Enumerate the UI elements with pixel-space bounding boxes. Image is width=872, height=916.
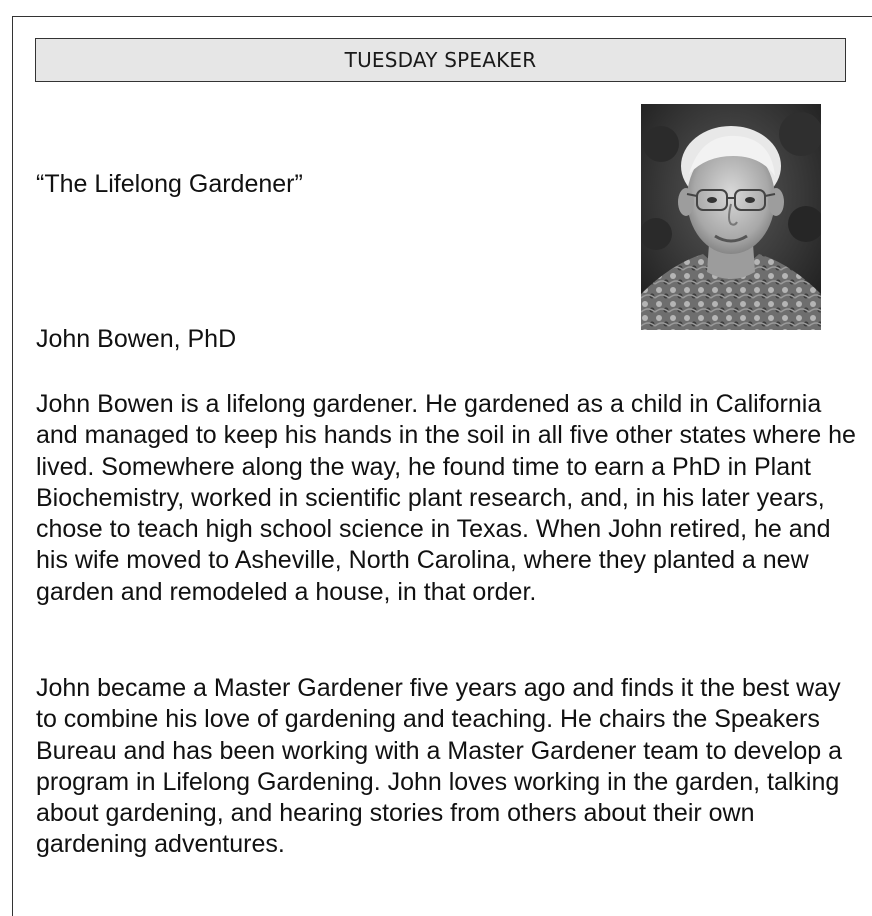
speaker-portrait-icon	[641, 104, 821, 330]
talk-title: “The Lifelong Gardener”	[36, 170, 303, 198]
speaker-name: John Bowen, PhD	[36, 325, 237, 353]
speaker-photo	[641, 104, 821, 330]
bio-paragraph-2: John became a Master Gardener five years ago and finds it the best way to combine his love of gardening and teaching. He chairs the Speakers Bureau and has been working with a Master Gardener team to develop a program in Lifelong Gardening. John loves working in the garden, talking about gardening, and hearing stories from others about their own gardening adventures.	[36, 674, 843, 859]
section-header	[35, 38, 846, 82]
section-header-title: TUESDAY SPEAKER	[344, 48, 537, 72]
bio-paragraph-1: John Bowen is a lifelong gardener. He gardened as a child in California and managed to keep his hands in the soil in all five other states where he lived. Somewhere along the way, he found time to earn a PhD in Plant Biochemistry, worked in scientific plant research, and, in his later years, chose to teach high school science in Texas. When John retired, he and his wife moved to Asheville, North Carolina, where they planted a new garden and remodeled a house, in that order.	[36, 390, 856, 606]
